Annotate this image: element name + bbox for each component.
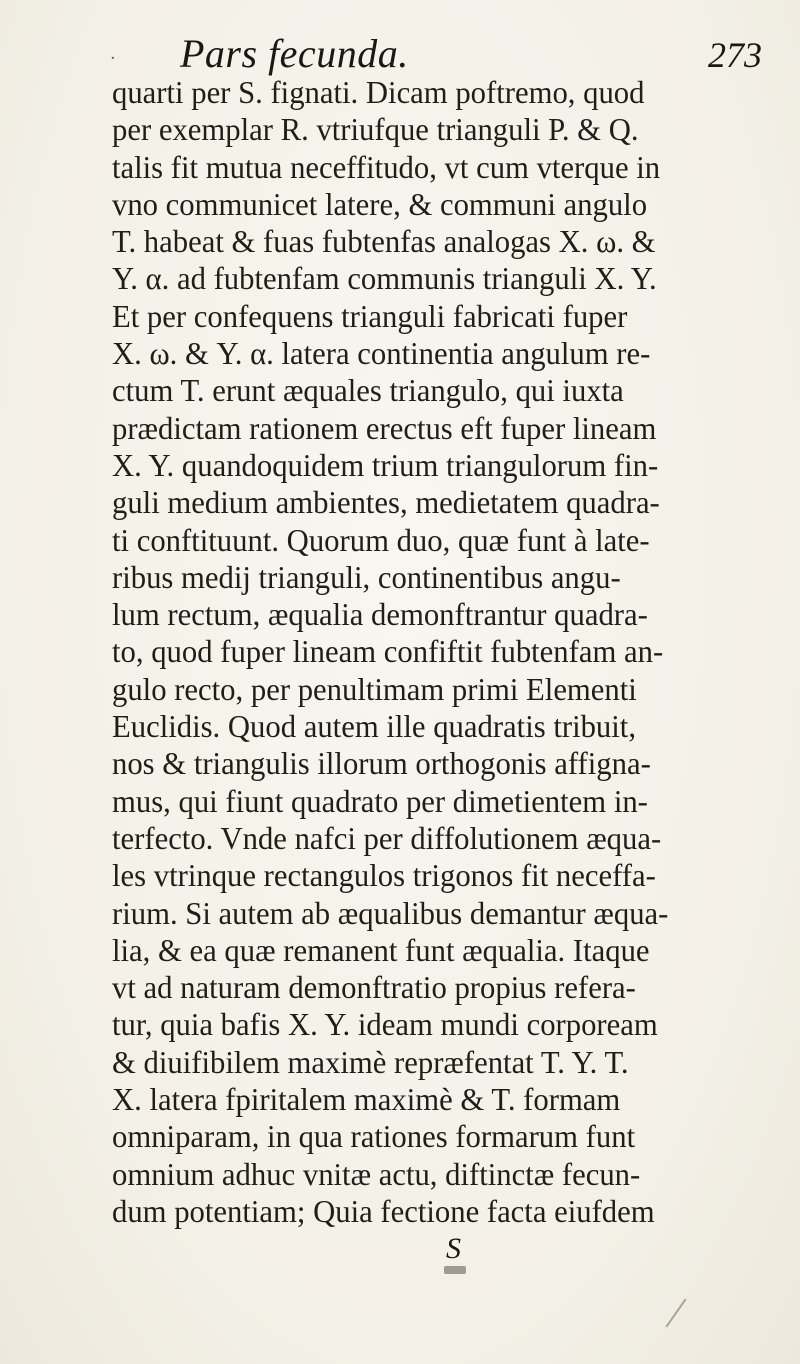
text-line: & diuifibilem maximè repræfentat T. Y. T. [112, 1044, 629, 1080]
text-line: talis fit mutua neceffitudo, vt cum vterque in [112, 149, 661, 185]
text-line: lum rectum, æqualia demonftrantur quadra- [112, 597, 648, 633]
text-line: omnium adhuc vnitæ actu, diftinctæ fecun- [112, 1156, 641, 1192]
text-line: gulo recto, per penultimam primi Elementi [112, 671, 637, 707]
page-number: 273 [708, 35, 762, 75]
text-line: lia, & ea quæ remanent funt æqualia. Itaque [112, 932, 650, 968]
text-line: Et per confequens trianguli fabricati fuper [112, 298, 628, 334]
text-line: les vtrinque rectangulos trigonos fit neceffa- [112, 858, 656, 894]
text-line: T. habeat & fuas fubtenfas analogas X. ω. & [112, 224, 656, 260]
text-line: Y. α. ad fubtenfam communis trianguli X. Y. [112, 261, 657, 297]
text-line: per exemplar R. vtriufque trianguli P. & Q. [112, 112, 639, 148]
text-line: X. latera fpiritalem maximè & T. formam [112, 1082, 621, 1118]
text-line: vt ad naturam demonftratio propius refera- [112, 970, 636, 1006]
text-line: rium. Si autem ab æqualibus demantur æqua- [112, 895, 669, 931]
header-dot: · [110, 48, 116, 69]
signature-mark: S [446, 1232, 461, 1265]
text-line: vno communicet latere, & communi angulo [112, 186, 648, 222]
text-line: guli medium ambientes, medietatem quadra- [112, 485, 660, 521]
text-line: nos & triangulis illorum orthogonis affigna- [112, 746, 651, 782]
text-line: mus, qui fiunt quadrato per dimetientem in- [112, 783, 648, 819]
text-line: prædictam rationem erectus eft fuper lineam [112, 410, 657, 446]
text-line: X. Y. quandoquidem trium triangulorum fin- [112, 447, 659, 483]
text-line: dum potentiam; Quia fectione facta eiufdem [112, 1193, 655, 1229]
text-line: ribus medij trianguli, continentibus angu- [112, 559, 621, 595]
text-line: Euclidis. Quod autem ille quadratis tribuit, [112, 709, 636, 745]
text-line: to, quod fuper lineam confiftit fubtenfam an- [112, 634, 664, 670]
text-line: tur, quia bafis X. Y. ideam mundi corpoream [112, 1007, 658, 1043]
text-line: omniparam, in qua rationes formarum funt [112, 1119, 636, 1155]
running-title: Pars fecunda. [180, 31, 409, 76]
ink-stain [444, 1266, 466, 1274]
text-line: ctum T. erunt æquales triangulo, qui iuxta [112, 373, 624, 409]
pencil-mark [665, 1299, 686, 1328]
text-line: terfecto. Vnde nafci per diffolutionem æqua- [112, 820, 662, 856]
text-line: quarti per S. fignati. Dicam poftremo, quod [112, 75, 645, 110]
body-text [112, 74, 800, 1230]
text-line: ti conftituunt. Quorum duo, quæ funt à late- [112, 522, 650, 558]
text-line: X. ω. & Y. α. latera continentia angulum re- [112, 336, 651, 372]
